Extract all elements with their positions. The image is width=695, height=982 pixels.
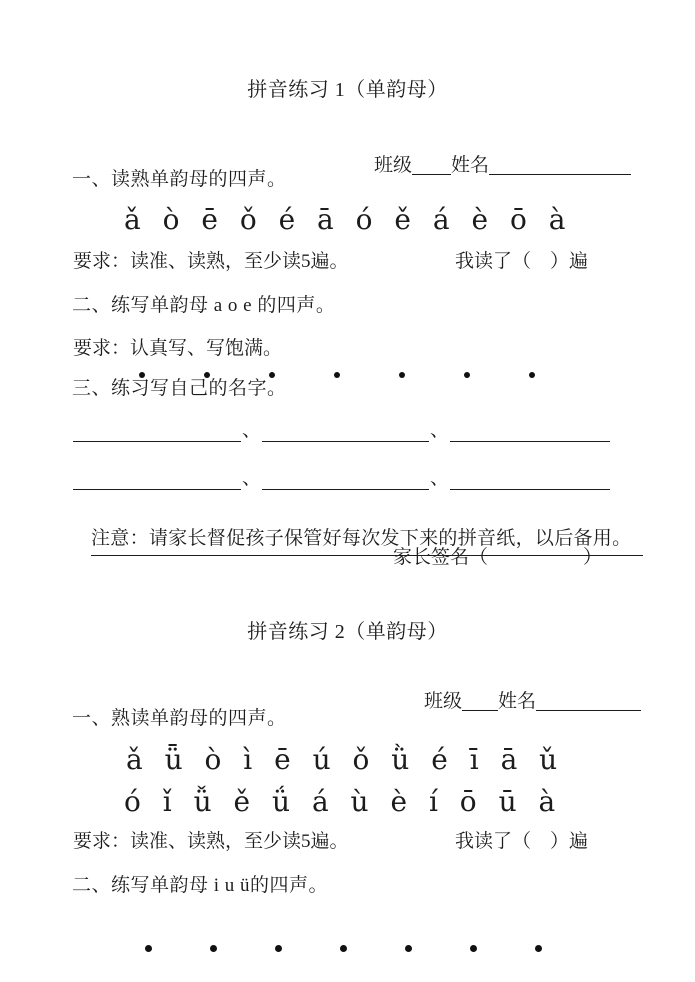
enumeration-comma: 、 [429,420,449,441]
worksheet1-class-name-line [355,128,631,203]
name-blank-line [489,154,631,175]
practice-blank-line [450,477,610,490]
name-label: 姓名 [498,691,537,712]
worksheet2-title: 拼音练习 2（单韵母） [247,621,448,643]
enumeration-comma: 、 [241,420,261,441]
enumeration-comma: 、 [241,468,261,489]
tone-dot [334,372,340,378]
practice-blank-line [450,429,610,442]
class-label: 班级 [424,691,463,712]
name-blank-line [536,690,641,711]
practice-blank-line [73,477,241,490]
w2-read-requirement: 要求：读准、读熟，至少读5遍。 [73,831,349,852]
practice-blank-line [262,477,429,490]
tone-dot [399,372,405,378]
w1-pinyin-row: ǎ ò ē ǒ é ā ó ě á è ō à [124,203,567,236]
w1-name-practice-row-1 [73,420,610,442]
notice-text: 注意：请家长督促孩子保管好每次发下来的拼音纸，以后备用。 [91,526,643,556]
tone-dot [275,945,282,952]
w1-section1-heading: 一、读熟单韵母的四声。 [72,169,287,190]
w2-section1-heading: 一、熟读单韵母的四声。 [72,708,287,729]
w2-pinyin-row-1: ǎ ǖ ò ì ē ú ǒ ǜ é ī ā ǔ [126,743,559,776]
tone-dot [464,372,470,378]
w2-section2-heading: 二、练写单韵母 i u ü的四声。 [72,875,329,896]
w1-write-requirement: 要求：认真写、写饱满。 [73,338,283,359]
w2-read-count: 我读了（ ）遍 [455,831,589,852]
worksheet2-class-name-line [405,664,641,739]
w1-parent-signature: 家长签名（ ） [393,547,603,568]
tone-dot [145,945,152,952]
tone-dot [340,945,347,952]
w1-read-count: 我读了（ ）遍 [455,251,589,272]
tone-dot [210,945,217,952]
w1-read-requirement: 要求：读准、读熟，至少读5遍。 [73,251,349,272]
w1-section3-heading: 三、练习写自己的名字。 [72,378,287,399]
tone-dot [405,945,412,952]
tone-dot [535,945,542,952]
practice-blank-line [73,429,241,442]
name-label: 姓名 [451,155,490,176]
class-blank-line [462,690,498,711]
tone-dot [529,372,535,378]
w2-pinyin-row-2: ó ǐ ǚ ě ǘ á ù è í ō ū à [124,785,557,818]
w1-name-practice-row-2 [73,468,610,490]
enumeration-comma: 、 [429,468,449,489]
w1-section2-heading: 二、练写单韵母 a o e 的四声。 [72,295,336,316]
class-blank-line [412,154,451,175]
tone-dot [470,945,477,952]
practice-blank-line [262,429,429,442]
worksheet1-title: 拼音练习 1（单韵母） [247,79,448,101]
class-label: 班级 [374,155,413,176]
w2-tone-dots-row [145,945,542,952]
